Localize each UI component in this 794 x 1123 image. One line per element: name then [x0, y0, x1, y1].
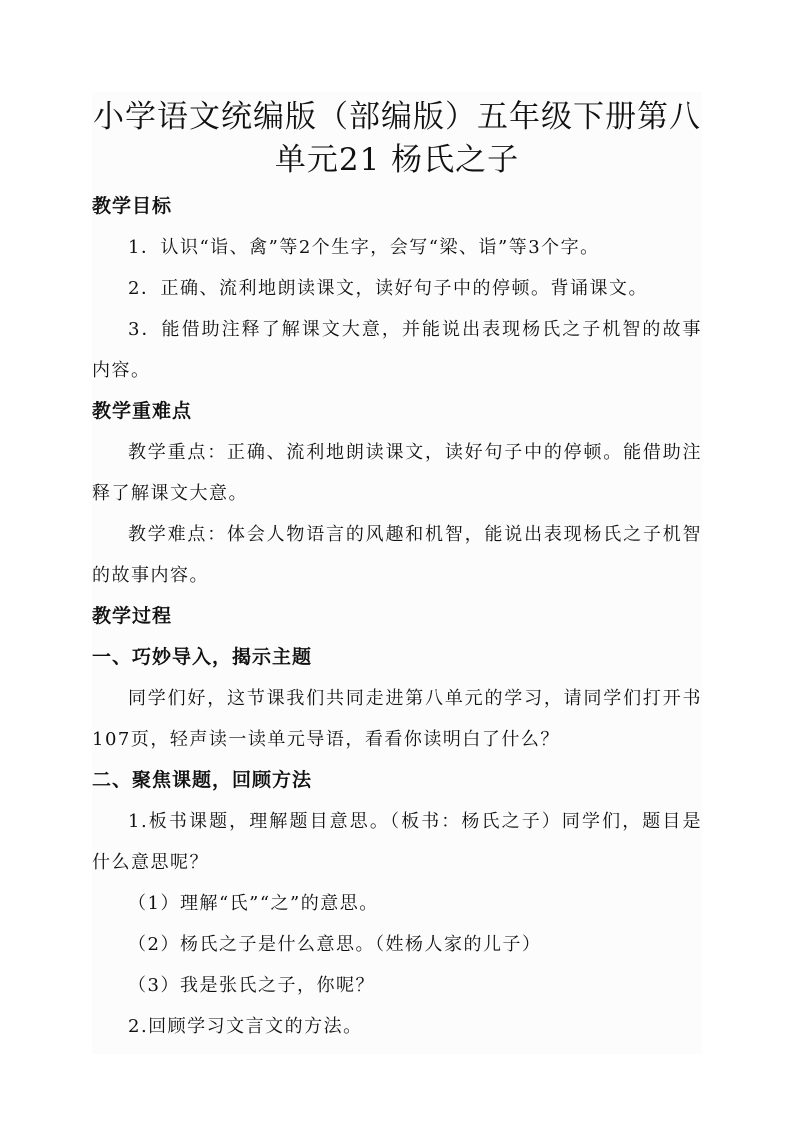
- section-heading-goals: 教学目标: [92, 195, 173, 217]
- process-part1-heading: 一、巧妙导入，揭示主题: [92, 646, 313, 668]
- process-part2-step1: 1.板书课题，理解题目意思。（板书：杨氏之子）同学们，题目是什么意思呢？: [92, 811, 702, 873]
- document-body: [92, 92, 702, 1047]
- difficulty-text: 教学难点：体会人物语言的风趣和机智，能说出表现杨氏之子机智的故事内容。: [92, 524, 702, 586]
- document-title: 小学语文统编版（部编版）五年级下册第八单元21 杨氏之子: [93, 99, 701, 178]
- goal-item-2: 2．正确、流利地朗读课文，读好句子中的停顿。背诵课文。: [128, 278, 648, 299]
- process-part1-text: 同学们好，这节课我们共同走进第八单元的学习，请同学们打开书107页，轻声读一读单元导语，看看你读明白了什么？: [92, 688, 702, 750]
- process-part2-sub-1: （1）理解“氏”“之”的意思。: [128, 893, 379, 914]
- section-heading-process: 教学过程: [92, 605, 173, 627]
- process-part2-heading: 二、聚焦课题，回顾方法: [92, 769, 313, 791]
- key-point-text: 教学重点：正确、流利地朗读课文，读好句子中的停顿。能借助注释了解课文大意。: [92, 442, 702, 504]
- process-part2-step2: 2.回顾学习文言文的方法。: [128, 1016, 363, 1037]
- process-part2-sub-2: （2）杨氏之子是什么意思。（姓杨人家的儿子）: [128, 934, 542, 955]
- process-part2-sub-3: （3）我是张氏之子，你呢？: [128, 975, 375, 996]
- goal-item-3: 3．能借助注释了解课文大意，并能说出表现杨氏之子机智的故事内容。: [92, 319, 702, 381]
- section-heading-key-points: 教学重难点: [92, 400, 193, 422]
- goal-item-1: 1．认识“诣、禽”等2个生字，会写“梁、诣”等3个字。: [128, 237, 600, 258]
